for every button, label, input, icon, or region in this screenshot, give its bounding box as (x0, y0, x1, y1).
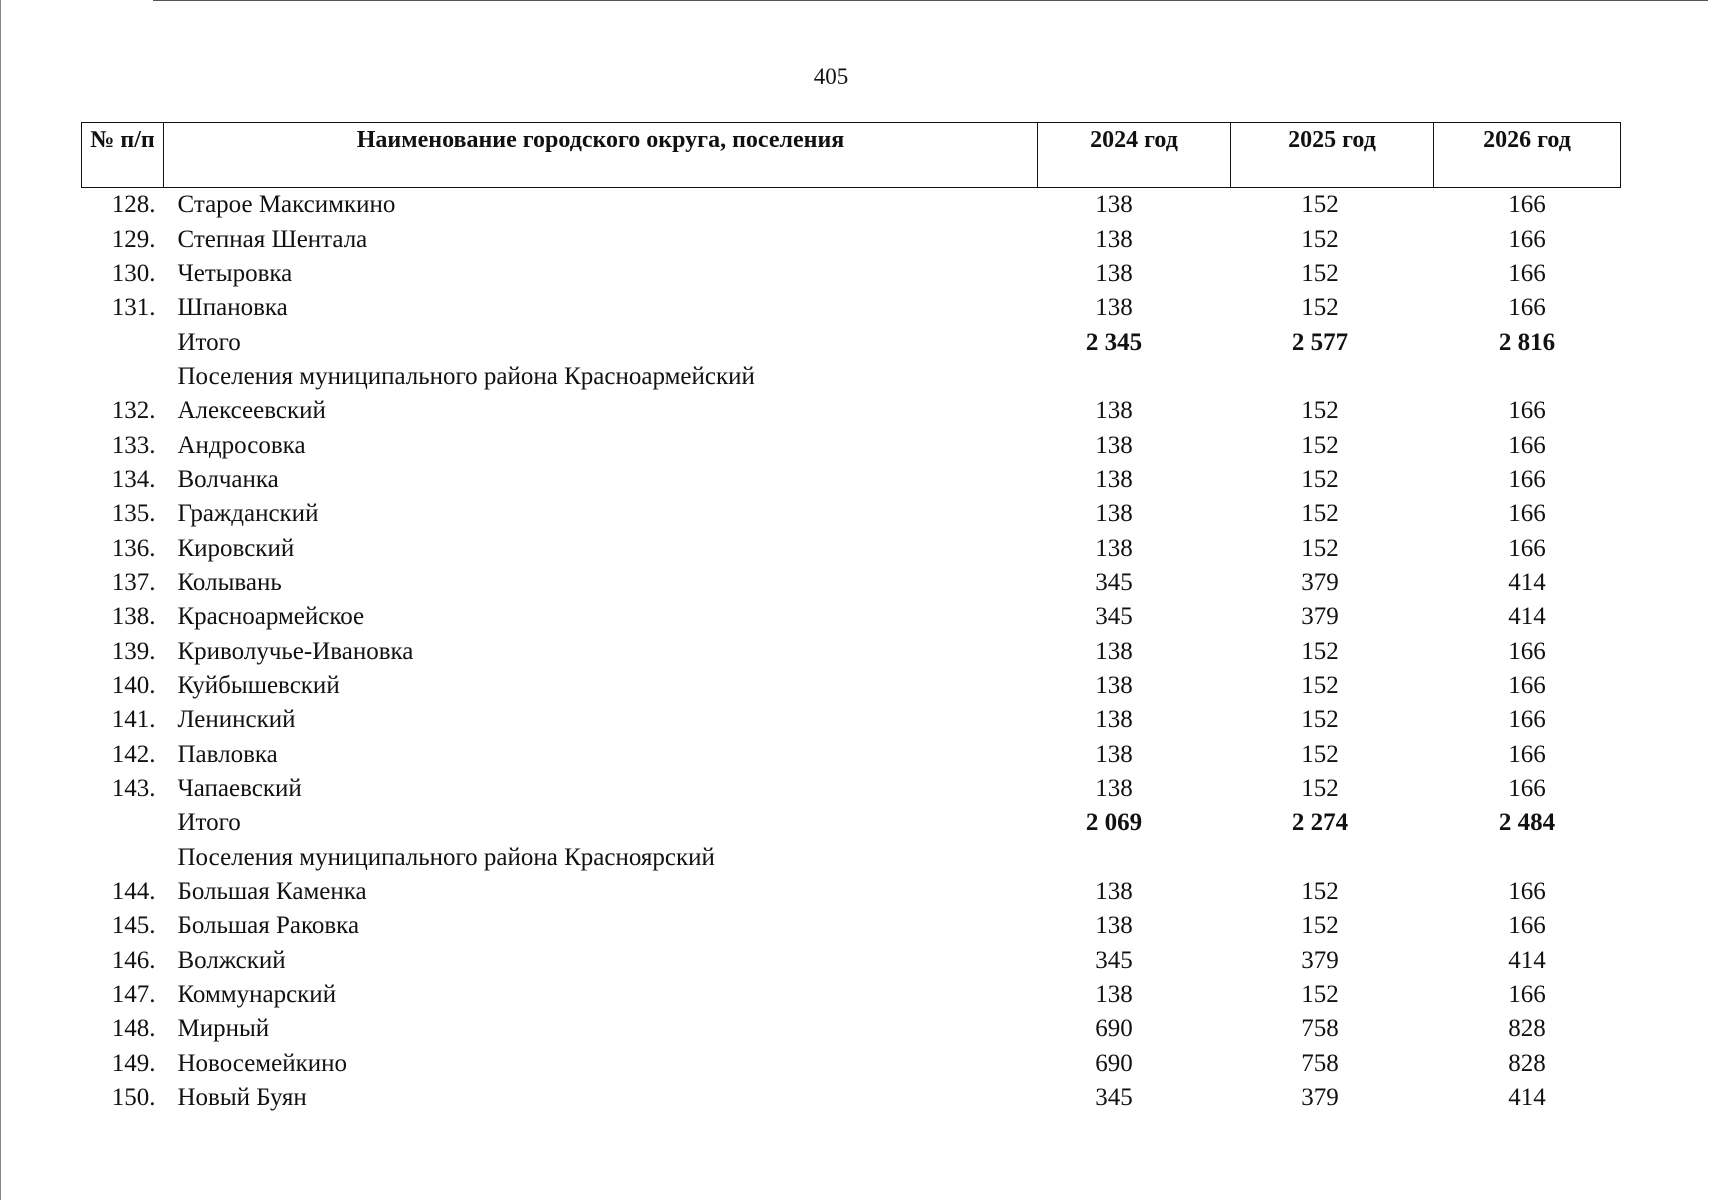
value-2024: 138 (1095, 431, 1133, 459)
value-2026: 166 (1508, 740, 1546, 768)
settlement-name: Волжский (177, 946, 286, 974)
value-2026: 166 (1508, 912, 1546, 940)
allocation-table (81, 122, 1621, 1115)
table-row (82, 566, 1621, 600)
value-2025: 379 (1301, 603, 1339, 631)
table-row (82, 1012, 1621, 1046)
settlement-name: Кировский (177, 534, 295, 562)
table-header (82, 123, 1621, 188)
row-number: 140. (111, 671, 156, 699)
settlement-name: Мирный (177, 1015, 270, 1043)
table-row (82, 257, 1621, 291)
table-row (82, 944, 1621, 978)
value-2025: 379 (1301, 568, 1339, 596)
table-row (82, 634, 1621, 668)
table-row (82, 703, 1621, 737)
row-number: 142. (111, 740, 156, 768)
settlement-name: Колывань (177, 568, 282, 596)
row-number: 138. (111, 603, 156, 631)
row-number: 146. (111, 946, 156, 974)
settlement-name: Андросовка (177, 431, 306, 459)
header-year-2024: 2024 год (1038, 123, 1231, 188)
row-number (82, 325, 164, 359)
row-number (82, 841, 164, 875)
section-heading-row (82, 360, 1621, 394)
settlement-name: Коммунарский (177, 981, 337, 1009)
table-row (82, 531, 1621, 565)
settlement-name: Новосемейкино (177, 1049, 348, 1077)
value-2025: 2 577 (1291, 328, 1349, 356)
value-2025: 152 (1301, 500, 1339, 528)
row-number: 145. (111, 912, 156, 940)
value-2024: 345 (1095, 1084, 1133, 1112)
settlement-name: Шпановка (177, 294, 288, 322)
row-number: 139. (111, 637, 156, 665)
value-2024: 138 (1095, 500, 1133, 528)
settlement-name: Красноармейское (177, 603, 365, 631)
row-number (82, 360, 164, 394)
value-2026: 166 (1508, 225, 1546, 253)
table-row (82, 600, 1621, 634)
value-2024: 2 345 (1085, 328, 1143, 356)
value-2026: 166 (1508, 465, 1546, 493)
value-2026: 414 (1508, 603, 1546, 631)
value-2024: 138 (1095, 225, 1133, 253)
settlement-name: Старое Максимкино (177, 191, 396, 219)
value-2024: 138 (1095, 878, 1133, 906)
value-2025: 152 (1301, 706, 1339, 734)
value-2025: 758 (1301, 1015, 1339, 1043)
value-2025: 2 274 (1291, 809, 1349, 837)
total-label: Итого (177, 328, 241, 356)
value-2026: 166 (1508, 294, 1546, 322)
value-2026: 166 (1508, 431, 1546, 459)
value-2024: 138 (1095, 534, 1133, 562)
table-row (82, 291, 1621, 325)
value-2025: 152 (1301, 397, 1339, 425)
left-border-line (0, 0, 1, 1200)
value-2025: 152 (1301, 671, 1339, 699)
value-2026: 166 (1508, 191, 1546, 219)
total-row (82, 806, 1621, 840)
table-row (82, 1081, 1621, 1115)
value-2024: 138 (1095, 259, 1133, 287)
value-2025: 152 (1301, 225, 1339, 253)
header-name: Наименование городского округа, поселения (164, 123, 1038, 188)
total-label: Итого (177, 809, 241, 837)
settlement-name: Степная Шентала (177, 225, 368, 253)
table-row (82, 394, 1621, 428)
settlement-name: Алексеевский (177, 397, 326, 425)
row-number: 137. (111, 568, 156, 596)
value-2026: 166 (1508, 259, 1546, 287)
settlement-name: Волчанка (177, 465, 279, 493)
value-2025: 152 (1301, 740, 1339, 768)
value-2024: 2 069 (1085, 809, 1143, 837)
settlement-name: Павловка (177, 740, 278, 768)
value-2025: 379 (1301, 946, 1339, 974)
settlement-name: Новый Буян (177, 1084, 307, 1112)
settlement-name: Ленинский (177, 706, 296, 734)
value-2025: 379 (1301, 1084, 1339, 1112)
table-row (82, 222, 1621, 256)
row-number: 143. (111, 775, 156, 803)
row-number: 141. (111, 706, 156, 734)
row-number: 150. (111, 1084, 156, 1112)
value-2026: 2 484 (1498, 809, 1556, 837)
row-number: 131. (111, 294, 156, 322)
settlement-name: Большая Каменка (177, 878, 367, 906)
value-2026: 166 (1508, 671, 1546, 699)
value-2025: 152 (1301, 191, 1339, 219)
table-row (82, 875, 1621, 909)
row-number: 133. (111, 431, 156, 459)
value-2024: 345 (1095, 946, 1133, 974)
row-number: 129. (111, 225, 156, 253)
value-2025: 152 (1301, 534, 1339, 562)
value-2025: 152 (1301, 775, 1339, 803)
value-2024: 345 (1095, 568, 1133, 596)
section-heading-row (82, 841, 1621, 875)
table-row (82, 463, 1621, 497)
value-2026: 166 (1508, 397, 1546, 425)
value-2025: 152 (1301, 637, 1339, 665)
value-2026: 166 (1508, 706, 1546, 734)
value-2024: 138 (1095, 191, 1133, 219)
table-row (82, 772, 1621, 806)
value-2025: 152 (1301, 878, 1339, 906)
table-row (82, 909, 1621, 943)
value-2025: 152 (1301, 259, 1339, 287)
header-num: № п/п (82, 123, 164, 188)
row-number: 136. (111, 534, 156, 562)
value-2025: 758 (1301, 1049, 1339, 1077)
value-2024: 138 (1095, 981, 1133, 1009)
table-row (82, 669, 1621, 703)
section-title: Поселения муниципального района Красноярский (177, 843, 715, 871)
section-title: Поселения муниципального района Красноармейский (177, 362, 755, 390)
row-number: 147. (111, 981, 156, 1009)
value-2024: 138 (1095, 465, 1133, 493)
row-number (82, 806, 164, 840)
settlement-name: Криволучье-Ивановка (177, 637, 414, 665)
value-2026: 166 (1508, 534, 1546, 562)
value-2026: 414 (1508, 946, 1546, 974)
value-2024: 138 (1095, 294, 1133, 322)
value-2026: 414 (1508, 568, 1546, 596)
value-2024: 138 (1095, 775, 1133, 803)
header-year-2025: 2025 год (1231, 123, 1434, 188)
value-2025: 152 (1301, 981, 1339, 1009)
settlement-name: Гражданский (177, 500, 319, 528)
table-row (82, 497, 1621, 531)
table-row (82, 428, 1621, 462)
value-2024: 138 (1095, 706, 1133, 734)
row-number: 132. (111, 397, 156, 425)
value-2024: 138 (1095, 671, 1133, 699)
value-2025: 152 (1301, 465, 1339, 493)
value-2026: 166 (1508, 775, 1546, 803)
value-2024: 345 (1095, 603, 1133, 631)
settlement-name: Чапаевский (177, 775, 302, 803)
value-2026: 166 (1508, 878, 1546, 906)
row-number: 144. (111, 878, 156, 906)
settlement-name: Куйбышевский (177, 671, 340, 699)
table-row (82, 1047, 1621, 1081)
row-number: 128. (111, 191, 156, 219)
total-row (82, 325, 1621, 359)
header-row (82, 123, 1621, 188)
table-row (82, 978, 1621, 1012)
row-number: 134. (111, 465, 156, 493)
value-2026: 828 (1508, 1015, 1546, 1043)
value-2026: 166 (1508, 981, 1546, 1009)
value-2024: 690 (1095, 1049, 1133, 1077)
value-2025: 152 (1301, 431, 1339, 459)
value-2024: 138 (1095, 912, 1133, 940)
value-2025: 152 (1301, 294, 1339, 322)
top-border-line (153, 0, 1708, 1)
page-number: 405 (813, 64, 849, 89)
value-2026: 2 816 (1498, 328, 1556, 356)
value-2024: 690 (1095, 1015, 1133, 1043)
table-row (82, 188, 1621, 223)
header-year-2026: 2026 год (1434, 123, 1621, 188)
row-number: 149. (111, 1049, 156, 1077)
table-body (82, 188, 1621, 1116)
value-2026: 828 (1508, 1049, 1546, 1077)
value-2026: 414 (1508, 1084, 1546, 1112)
value-2024: 138 (1095, 637, 1133, 665)
table-row (82, 738, 1621, 772)
value-2026: 166 (1508, 500, 1546, 528)
value-2024: 138 (1095, 397, 1133, 425)
settlement-name: Большая Раковка (177, 912, 360, 940)
value-2025: 152 (1301, 912, 1339, 940)
row-number: 135. (111, 500, 156, 528)
value-2024: 138 (1095, 740, 1133, 768)
value-2026: 166 (1508, 637, 1546, 665)
settlement-name: Четыровка (177, 259, 293, 287)
row-number: 148. (111, 1015, 156, 1043)
row-number: 130. (111, 259, 156, 287)
